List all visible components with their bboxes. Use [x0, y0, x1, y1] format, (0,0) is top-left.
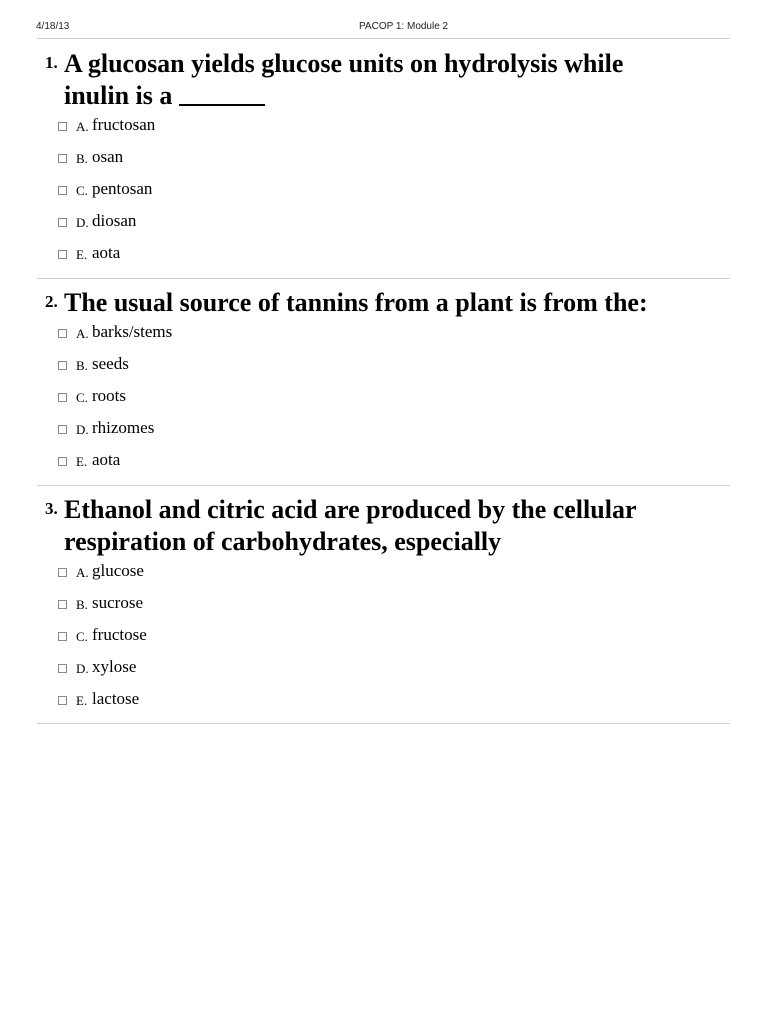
print-date: 4/18/13 — [36, 21, 70, 32]
question-2 — [45, 287, 730, 479]
options-list — [45, 319, 730, 479]
checkbox[interactable] — [58, 361, 67, 370]
checkbox[interactable] — [58, 600, 67, 609]
option-c[interactable]: C. pentosan — [45, 176, 730, 208]
option-e[interactable]: E. lactose — [45, 686, 730, 718]
question-divider — [37, 723, 730, 724]
checkbox[interactable] — [58, 329, 67, 338]
checkbox[interactable] — [58, 664, 67, 673]
options-list — [45, 112, 730, 272]
checkbox[interactable] — [58, 218, 67, 227]
checkbox[interactable] — [58, 632, 67, 641]
checkbox[interactable] — [58, 393, 67, 402]
option-a[interactable]: A. barks/stems — [45, 319, 730, 351]
option-c[interactable]: C. fructose — [45, 622, 730, 654]
option-a[interactable]: A. fructosan — [45, 112, 730, 144]
option-b[interactable]: B. sucrose — [45, 590, 730, 622]
question-number: 2. — [45, 292, 58, 311]
option-d[interactable]: D. rhizomes — [45, 415, 730, 447]
question-3 — [45, 494, 730, 718]
option-e[interactable]: E. aota — [45, 447, 730, 479]
checkbox[interactable] — [58, 154, 67, 163]
checkbox[interactable] — [58, 122, 67, 131]
question-text: A glucosan yields glucose units on hydrolysis while inulin is a — [64, 49, 624, 110]
question-number: 1. — [45, 53, 58, 72]
option-c[interactable]: C. roots — [45, 383, 730, 415]
option-e[interactable]: E. aota — [45, 240, 730, 272]
checkbox[interactable] — [58, 457, 67, 466]
question-text: The usual source of tannins from a plant is from the: — [64, 288, 648, 317]
checkbox[interactable] — [58, 568, 67, 577]
options-list — [45, 558, 730, 718]
question-divider — [37, 485, 730, 486]
option-d[interactable]: D. diosan — [45, 208, 730, 240]
checkbox[interactable] — [58, 696, 67, 705]
option-b[interactable]: B. seeds — [45, 351, 730, 383]
option-b[interactable]: B. osan — [45, 144, 730, 176]
checkbox[interactable] — [58, 250, 67, 259]
checkbox[interactable] — [58, 186, 67, 195]
question-1 — [45, 48, 730, 272]
question-text: Ethanol and citric acid are produced by the cellular respiration of carbohydrates, especially — [64, 495, 637, 556]
checkbox[interactable] — [58, 425, 67, 434]
question-number: 3. — [45, 499, 58, 518]
option-a[interactable]: A. glucose — [45, 558, 730, 590]
answer-blank — [179, 80, 265, 106]
option-d[interactable]: D. xylose — [45, 654, 730, 686]
page-title: PACOP 1: Module 2 — [359, 21, 449, 32]
question-divider — [37, 278, 730, 279]
header-divider — [37, 38, 730, 39]
